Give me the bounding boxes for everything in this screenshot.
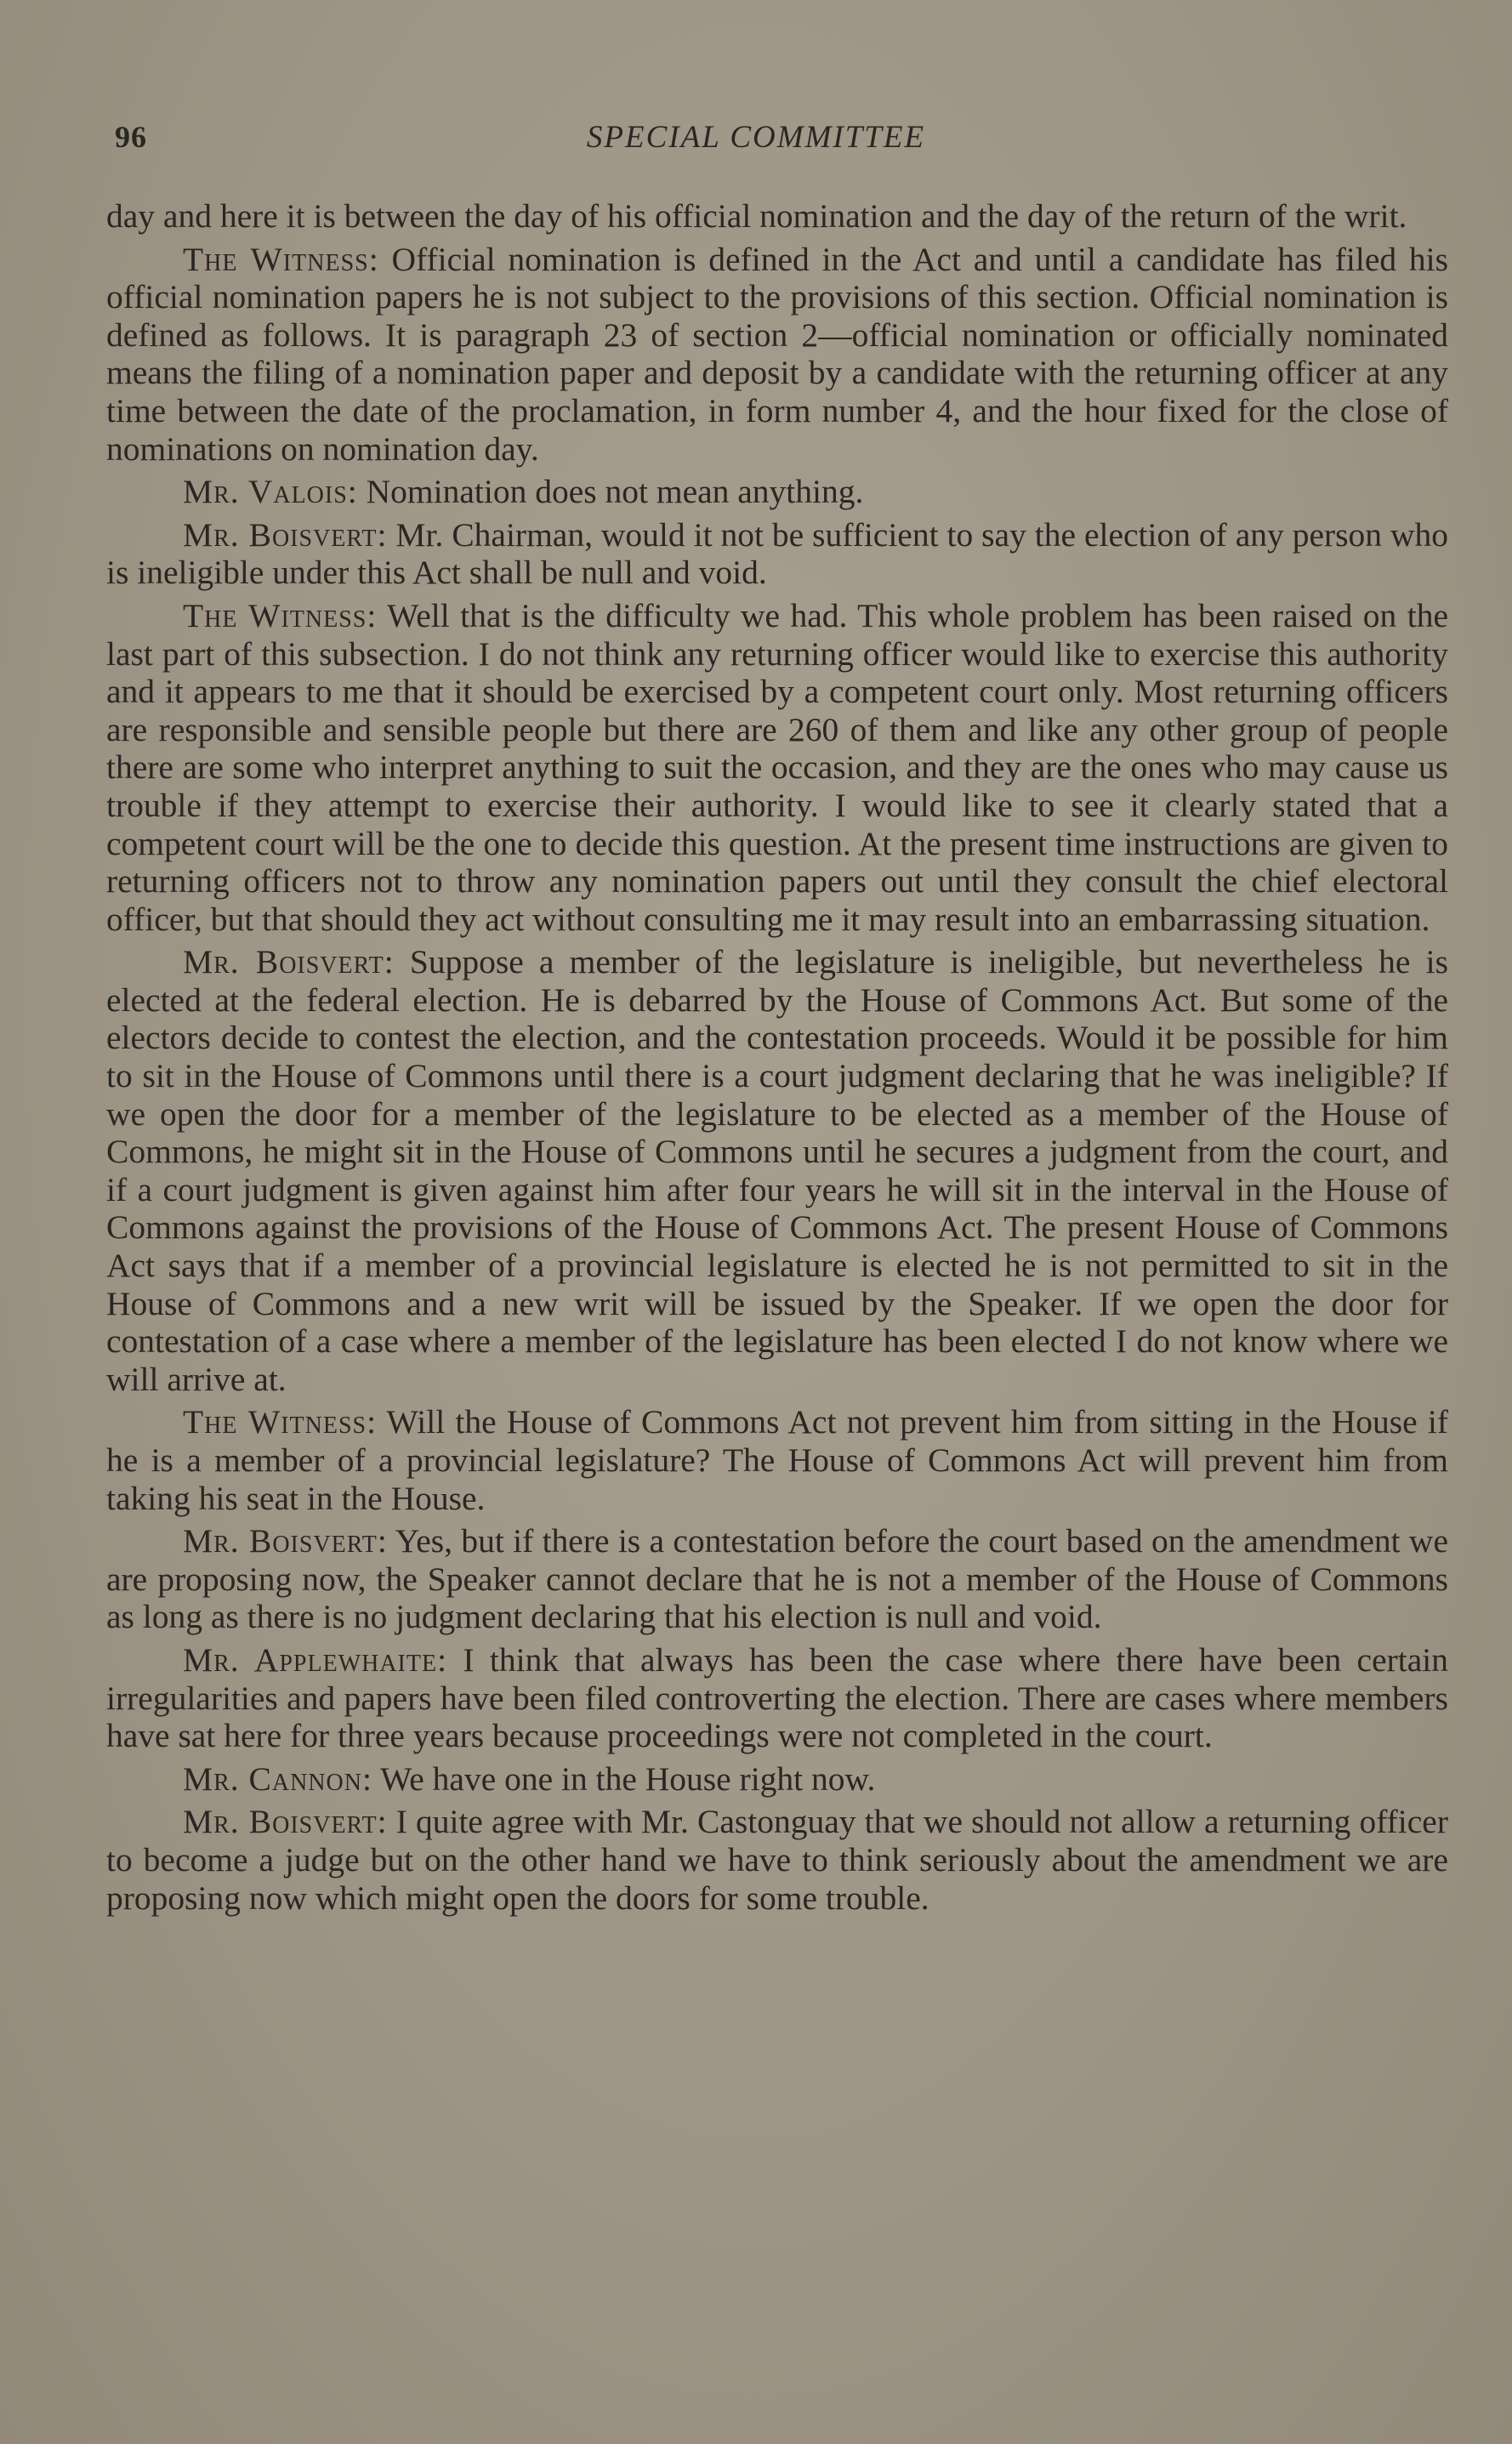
- paragraph-text: Mr. Chairman, would it not be sufficient to say the election of any person who is ineligible under this Act shall be null and void.: [106, 515, 1448, 592]
- paragraph: [106, 473, 1448, 511]
- speaker: Mr. Cannon:: [183, 1759, 372, 1798]
- paragraph-text: Nomination does not mean anything.: [357, 473, 864, 511]
- paragraph: [106, 1641, 1448, 1755]
- page-number: 96: [115, 120, 147, 154]
- paragraph-text: Suppose a member of the legislature is ineligible, but nevertheless he is elected at the federal election. He is debarred by the House of Commons Act. But some of the electors decide to contest the election, and the contestation proceeds. Would it be possible for him to sit in the House of Commons until there is a court judgment declaring that he was ineligible? If we open the door for a member of the legislature to be elected as a member of the House of Commons, he might sit in the House of Commons until he secures a judgment from the court, and if a court judgment is given against him after four years he will sit in the interval in the House of Commons against the provisions of the House of Commons Act. The present House of Commons Act says that if a member of a provincial legislature is elected he is not permitted to sit in the House of Commons and a new writ will be issued by the Speaker. If we open the door for contestation of a case where a member of the legislature has been elected I do not know where we will arrive at.: [106, 943, 1448, 1398]
- speaker: The Witness:: [183, 240, 379, 278]
- paragraph: [106, 516, 1448, 592]
- paragraph-text: I think that always has been the case where there have been certain irregularities and papers have been filed controverting the election. There are cases where members have sat here for three years because proceedings were not completed in the court.: [106, 1640, 1448, 1755]
- page-header: [115, 119, 1397, 162]
- speaker: The Witness:: [183, 596, 378, 634]
- speaker: The Witness:: [183, 1403, 378, 1441]
- paragraph: [106, 1522, 1448, 1636]
- paragraph-text: Official nomination is defined in the Act and until a candidate has filed his official nomination papers he is not subject to the provisions of this section. Official nomination is defined as follows. It is paragraph 23 of section 2—official nomination or officially nominated means the filing of a nomination paper and deposit by a candidate with the returning officer at any time between the date of the proclamation, in form number 4, and the hour fixed for the close of nominations on nomination day.: [106, 240, 1448, 468]
- speaker: Mr. Boisvert:: [183, 1522, 388, 1560]
- paragraph: [106, 197, 1448, 236]
- speaker: Mr. Boisvert:: [183, 1803, 388, 1841]
- running-head: SPECIAL COMMITTEE: [586, 120, 926, 155]
- paragraph-text: I quite agree with Mr. Castonguay that we should not allow a returning officer to become a judge but on the other hand we have to think seriously about the amendment we are proposing now which might open the doors for some trouble.: [106, 1803, 1448, 1917]
- paragraph: [106, 943, 1448, 1398]
- speaker: Mr. Valois:: [183, 473, 358, 511]
- paragraph-text: Will the House of Commons Act not prevent him from sitting in the House if he is a member of a provincial legislature? The House of Commons Act will prevent him from taking his seat in the House.: [106, 1403, 1448, 1517]
- paragraph-text: day and here it is between the day of his official nomination and the day of the return of the writ.: [106, 197, 1407, 235]
- speaker: Mr. Boisvert:: [183, 943, 395, 981]
- paragraph: [106, 1760, 1448, 1799]
- paragraph: [106, 1403, 1448, 1517]
- speaker: Mr. Boisvert:: [183, 515, 388, 554]
- speaker: Mr. Applewhaite:: [183, 1640, 448, 1679]
- paragraph-text: Yes, but if there is a contestation before the court based on the amendment we are proposing now, the Speaker cannot declare that he is not a member of the House of Commons as long as there is no judgment declaring that his election is null and void.: [106, 1522, 1448, 1636]
- paragraph-text: Well that is the difficulty we had. This whole problem has been raised on the last part of this subsection. I do not think any returning officer would like to exercise this authority and it appears to me that it should be exercised by a competent court only. Most returning officers are responsible and sensible people but there are 260 of them and like any other group of people there are some who interpret anything to suit the occasion, and they are the ones who may cause us trouble if they attempt to exercise their authority. I would like to see it clearly stated that a competent court will be the one to decide this question. At the present time instructions are given to returning officers not to throw any nomination papers out until they consult the chief electoral officer, but that should they act without consulting me it may result into an embarrassing situation.: [106, 596, 1448, 938]
- paragraph-text: We have one in the House right now.: [372, 1759, 876, 1798]
- paragraph: [106, 241, 1448, 469]
- paragraph: [106, 597, 1448, 938]
- body-text: [106, 197, 1448, 1922]
- paragraph: [106, 1803, 1448, 1917]
